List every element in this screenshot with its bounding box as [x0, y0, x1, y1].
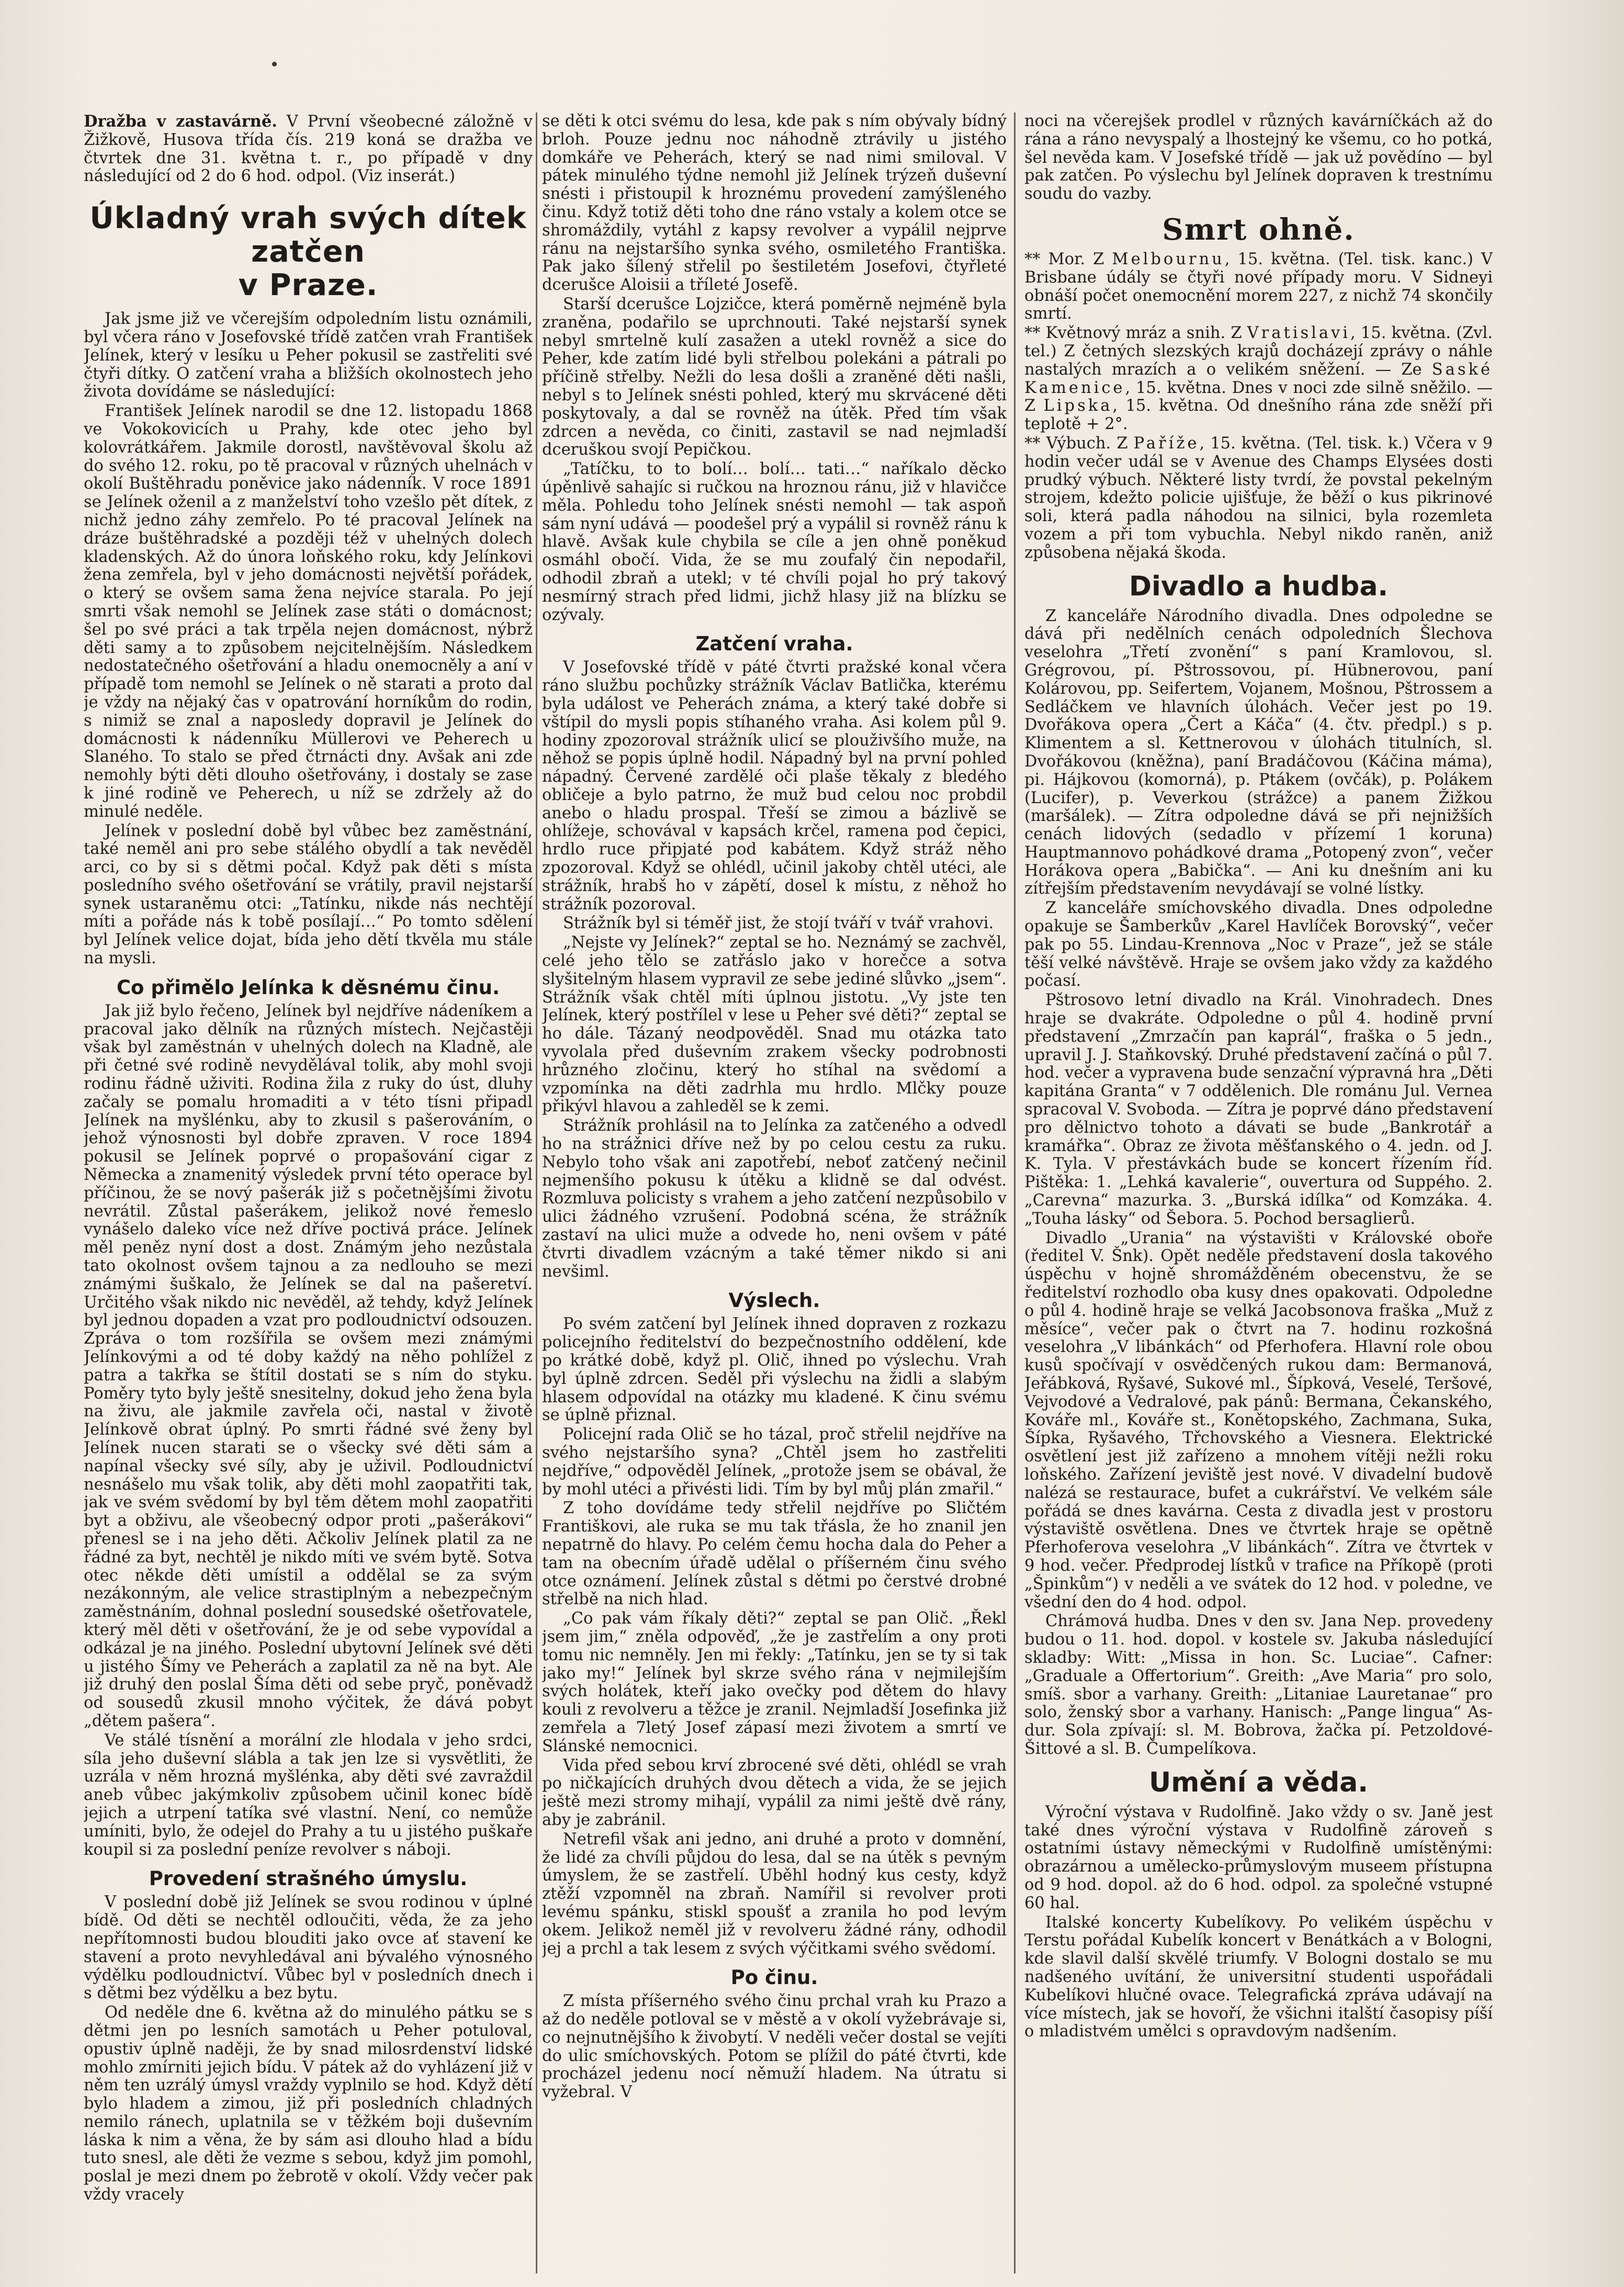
- art-item: Italské koncerty Kubelíkovy. Po velikém úspěchu v Terstu pořádal Kubelík koncert v Benátkách a v Bologni, kde slavil další skvělé triumfy. V Bologni dostalo se mu nadšeného uvítání, že universitní studenti uspořádali Kubelíkovi hlučné ovace. Telegrafická zpráva udávají na více místech, jak se hovoří, že všichni italští časopisy píší o mladistvém umělci s opravdovým nadšením.: [1024, 1913, 1493, 2041]
- art-item: Výroční výstava v Rudolfině. Jako vždy o sv. Janě jest také dnes výroční výstava v Rudolfině zároveň s ostatními ústavy německými v Rudolfině umístěnými: obrazárnou a umělecko-průmyslovým museem přístupna od 9 hod. dopol. až do 6 hod. odpol. za společné vstupné 60 hal.: [1024, 1802, 1493, 1912]
- article-paragraph: Jak již bylo řečeno, Jelínek byl nejdříve nádeníkem a pracoval jako dělník na různých místech. Nejčastěji však byl zaměstnán v uhelných dolech na Kladně, ale při četné své rodině nevydělával tolik, aby mohl svoji rodinu řádně uživiti. Rodina žila z ruky do úst, dluhy začaly se pomalu hromaditi a v této tísni připadl Jelínek na myšlénku, aby to zkusil s pašerováním, o jehož výnosnosti byl dobře zpraven. V roce 1894 pokusil se Jelínek poprvé o propašování cigar z Německa a znamenitý výsledek první této operace byl příčinou, že se nový pašerák již s početnějšími životu nevrátil. Zůstal pašerákem, jelikož nové řemeslo vynášelo daleko více než dříve poctivá práce. Jelínek měl peněz nyní dost a dost. Známým jeho nezůstala tato okolnost ovšem tajnou a za nedlouho se mezi známými šuškalo, že Jelínek se dal na pašeretví. Určitého však nikdo nic nevěděl, až tehdy, když Jelínek byl jednou dopaden a vzat pro podloudnictví odsouzen. Zpráva o tom rozšířila se ovšem mezi známými Jelínkovými a od té doby každý na něho pohlížel z patra a takřka se štítil dostati se s ním do styku. Poměry tyto byly ještě snesitelny, dokud jeho žena byla na živu, ale jakmile zavřela oči, nastal v životě Jelínkově obrat úplný. Po smrti řádné své ženy byl Jelínek nucen starati se o všecky své děti sám a napínal všecky své síly, aby je uživil. Podloudnictví nesnášelo mu však tolik, aby děti mohl zaopatřiti tak, jak ve svém svědomí by byl těm dětem mohl zaopatřiti byt a obživu, ale všeobecný odpor proti „pašerákovi“ přenesl se i na jeho děti. Ačkoliv Jelínek platil za ne řádné za byt, nechtěl je nikdo míti ve svém bytě. Sotva otec někde děti umístil a oddělal se za svým nezákonným, ale velice strastiplným a nebezpečným zaměstnáním, dohnal poslední sousedské ošetřovatele, který měl děti v ošetřování, že je od sebe vypovídal a odkázal je na jiného. Poslední ubytovní Jelínek své děti u jistého Šímy ve Peherách a zaplatil za ně na byt. Ale již druhý den poslal Šíma děti od sebe pryč, poněvadž od sousedů zkusil mnoho výčitek, že dává pobyt „dětem pašera“.: [84, 1001, 533, 1730]
- subheading-interrogation: Výslech.: [728, 1289, 820, 1312]
- article-paragraph: „Co pak vám říkaly děti?“ zeptal se pan Olič. „Řekl jsem jim,“ zněla odpověď, „že je zastřelím a ony proti tomu nic nemněly. Jen mi řekly: „Tatínku, jen se ty si tak jako my!“ Jelínek byl skrze svého rána v nejmilejším svých holátek, kteří jako ovečky pod dětem do hlavy kouli z revolveru a těžce je zranil. Nejmladší Josefinka již zemřela a 7letý Josef zápasí mezi životem a smrtí ve Slánské nemocnici.: [542, 1609, 1007, 1755]
- article-paragraph: Z místa příšerného svého činu prchal vrah ku Prazo a až do neděle potloval se v městě a v okolí vyžebrávaje si, co nejnutnějšího k živobytí. V neděli večer dostal se vejíti do ulic smíchovských. Potom se plížil do páté čtvrti, kde procházel jedenu nocí němuží hladem. Na útratu si vyžebral. V: [542, 1992, 1007, 2102]
- news-frost-body3: , 15. května. Od dnešního rána zde sněží při teplotě + 2°.: [1024, 397, 1493, 434]
- article-paragraph: noci na včerejšek prodlel v různých kavárníčkách až do rána a ráno nevyspalý a lhostejný ke všemu, co ho potká, šel nevěda kam. V Josefské třídě — jak už povědíno — byl pak zatčen. Po výslechu byl Jelínek dopraven k trestnímu soudu do vazby.: [1024, 112, 1493, 204]
- auction-notice-heading: Dražba v zastavárně.: [84, 112, 277, 131]
- article-paragraph: Jelínek v poslední době byl vůbec bez zaměstnání, také neměl ani pro sebe stálého obydlí a tak nevěděl arci, co by si s dětmi počal. Když pak děti s místa posledního svého ošetřování se vrátily, pravil nejstarší synek ustaraněmu otci: „Tatínku, nikde nás nechtějí míti a pořáde nás k tobě posílají…“ Po tomto sdělení byl Jelínek velice dojat, bída jeho dětí tkvěla mu stále na mysli.: [84, 821, 533, 968]
- article-paragraph: Od neděle dne 6. května až do minulého pátku se s dětmi jen po lesních samotách u Peher potuloval, opustiv úplně naději, že by snad milosrdenství lidské mohlo zmírniti jejich bídu. V pátek až do vyhlázení již v něm ten uzrálý úmysl vraždy vyplnilo se hod. Když dětí bylo hladem a zimou, již při posledních chladných nemilo ránech, uplatnila se v těžkém boji duševním láska k nim a věna, že by sám asi dlouho hlad a bídu tuto snesl, ale děti že vezme s sebou, když jim pomohl, poslal je mezi dnem po žebrotě v okolí. Vždy večer pak vždy vracely: [84, 2003, 533, 2204]
- article-paragraph: František Jelínek narodil se dne 12. listopadu 1868 ve Vokokovicích u Prahy, kde otec jeho byl kolovrátkářem. Jakmile dorostl, navštěvoval školu až do svého 12. roku, po tě pracoval v různých uhelnách v okolí Buštěhradu poněvice jako nádenník. V roce 1891 se Jelínek oženil a z manželství toho vzešlo pět dítek, z nichž jedno záhy zemřelo. Po té pracoval Jelínek na dráze buštěhradské a později též v uhelných dolech kladenských. Až do února loňského roku, kdy Jelínkovi žena zemřela, byl v jeho domácnosti největší pořádek, o který se ovšem sama žena nejvíce starala. Po její smrti však nemohl se Jelínek zase státi o domácnost; šel po své práci a tak trpěla nejen domácnost, nýbrž děti samy a to způsobem nejcitelnějším. Následkem nedostatečného ošetřování a hladu onemocněly a aní v případě tom nemohl se Jelínek o ně starati a proto dal je vždy na nějaký čas v opatrování horníkům do rodin, s nimiž se znal a naposledy dopravil je Jelínek do domácnosti k nádenníku Müllerovi ve Peherech u Slaného. To stalo se před čtrnácti dny. Avšak ani zde nemohly býti děti dlouho ošetřovány, i dostaly se zase k jiné rodině ve Peherech, u níž se zdržely až do minulé neděle.: [84, 402, 533, 821]
- auction-notice-body: V První všeobecné záložně v Žižkově, Husova třída čís. 219 koná se dražba ve čtvrtek dne 31. května t. r., po případě v dny následující od 2 do 6 hod. odpol. (Viz inserát.): [84, 112, 533, 186]
- main-headline-line2: v Praze.: [238, 268, 378, 303]
- news-frost-body: , 15. května. (Zvl. tel.) Z četných slezských krajů docházejí zprávy o náhle nastalých mrazích a o velikém sněžení. — Ze: [1024, 324, 1493, 379]
- article-paragraph: Vida před sebou krví zbrocené své děti, ohlédl se vrah po ničkajících druhých dvou dětech a vida, že se jejich ještě mezi stromy mihají, vypálil za nimi ještě dvě rány, aby je zabránil.: [542, 1756, 1007, 1829]
- column-rule-right: [1014, 112, 1016, 2273]
- subheading-after-deed: Po činu.: [730, 1966, 818, 1989]
- main-headline: [84, 201, 533, 302]
- subheading-motive: Co přimělo Jelínka k děsnému činu.: [116, 976, 500, 999]
- article-paragraph: Netrefil však ani jedno, ani druhé a proto v domnění, že lidé za chvíli půjdou do lesa, dal se na útěk s pevným úmyslem, že se zastřelí. Uběhl hodný kus cesty, když ztěží vzpomněl na zbraň. Namířil si revolver proti levému spánku, stiskl spoušť a zranila ho pod levým okem. Jelikož neměl již v revolveru žádné rány, odhodil jej a prchl a tak lesem z svých výčitkami svého svědomí.: [542, 1830, 1007, 1958]
- article-paragraph: se děti k otci svému do lesa, kde pak s ním obývaly bídný brloh. Pouze jednu noc náhodně ztrávily u jistého domkáře ve Peherách, který se nad nimi smiloval. V pátek minulého týdne nemohl již Jelínek trýzeň duševní snésti i přistoupil k hroznému provedení zamýšleného činu. Když totiž děti toho dne ráno vstaly a kolem otce se shromáždily, vytáhl z kapsy revolver a vypálil nejprve ránu na nejstaršího synka svého, osmiletého Františka. Pak jako šílený střelil po šestiletém Josefovi, čtyřleté dcerušce Aloisii a tříleté Josefě.: [542, 112, 1007, 295]
- news-explosion: [1024, 435, 1493, 562]
- news-frost-city3: Lipska: [1043, 397, 1113, 415]
- theatre-item: Z kanceláře smíchovského divadla. Dnes odpoledne opakuje se Šamberkův „Karel Havlíček Borovský“, večer pak po 55. Lindau-Krennova „Noc v Praze“, jež se stále těší velké návštěvě. Hraje se ovšem jako vždy za každého počasí.: [1024, 899, 1493, 990]
- article-paragraph: Ve stálé tísnění a morální zle hlodala v jeho srdci, síla jeho duševní slábla a tak jen lze si vysvětliti, že uzrála v něm hrozná myšlénka, aby děti své zavraždil aneb vůbec jakýmkoliv způsobem učinil konec bídě jejich a utrpení tatíka své vlastní. Není, co nemůže umíniti, bylo, že odejel do Prahy a tu u jistého puškaře koupil si za poslední peníze revolver s náboji.: [84, 1731, 533, 1859]
- column-2: [542, 112, 1007, 2273]
- article-paragraph: Strážník prohlásil na to Jelínka za zatčeného a odvedl ho na strážnici dříve než by po celou cestu za ruku. Nebylo toho však ani zapotřebí, neboť zatčený nečinil nejmenšího pokusu k útěku a klidně se dal odvést. Rozmluva policisty s vrahem a jeho zatčení nezpůsobilo v ulici žádného vzrušení. Podobná scéna, že strážník zastaví na ulici muže a odvede ho, neni ovšem v páté čtvrti divadlem vzácným a také těmer nikdo si ani nevšiml.: [542, 1117, 1007, 1281]
- section-heading-theatre: Divadlo a hudba.: [1129, 570, 1389, 602]
- article-paragraph: „Nejste vy Jelínek?“ zeptal se ho. Neznámý se zachvěl, celé jeho tělo se zatřáslo jako v horečce a sotva slyšitelným hlasem vypravil ze sebe jediné slůvko „jsem“. Strážník však chtěl míti úplnou jistotu. „Vy jste ten Jelínek, který postřílel v lese u Peher své děti?“ zeptal se ho dále. Tázaný neodpověděl. Snad mu otázka tato vyvolala před duševním zrakem všecky podrobnosti hrůzného zločinu, který ho stíhal na svědomí a vzpomínka na děti zadrhla mu hrdlo. Mlčky pouze přikývl hlavou a zahleděl se k zemi.: [542, 933, 1007, 1116]
- news-explosion-body: , 15. května. (Tel. tisk. k.) Včera v 9 hodin večer udál se v Avenue des Champs Elysées dosti prudký výbuch. Některé listy tvrdí, že povstal pekelným strojem, kdežto policie ujišťuje, že běží o kus pikrinové soli, která padla náhodou na silnici, byla rozemleta vozem a při tom vybuchla. Nebyl nikdo raněn, aniž způsobena nějaká škoda.: [1024, 434, 1493, 562]
- main-headline-line1: Úkladný vrah svých dítek zatčen: [89, 201, 527, 269]
- news-frost: [1024, 324, 1493, 434]
- subheading-arrest: Zatčení vraha.: [695, 633, 853, 656]
- news-frost-city: Vratislavi: [1247, 324, 1351, 343]
- theatre-item: Pštrosovo letní divadlo na Král. Vinohradech. Dnes hraje se dvakráte. Odpoledne o půl 4. hodině první představení „Zmrzačín pan kaprál“, fraška o 5 jedn., upravil J. J. Staňkovský. Druhé představení začíná o půl 7. hod. večer a vypravena bude senzační výpravná hra „Děti kapitána Granta“ v 7 oddělenich. Dle románu Jul. Vernea spracoval V. Svoboda. — Zítra je poprvé dáno představení pro dělnictvo tohoto a dávati se bude „Bankrotář a kramářka“. Obraz ze života měšťanského o 4. jedn. od J. K. Tyla. V přestávkách bude se koncert řízením říd. Pištěka: 1. „Lehká kavalerie“, ouvertura od Suppého. 2. „Carevna“ mazurka. 3. „Burská idílka“ od Komzáka. 4. „Touha lásky“ od Šebora. 5. Pochod bersaglierů.: [1024, 991, 1493, 1228]
- article-paragraph: Policejní rada Olič se ho tázal, proč střelil nejdříve na svého nejstaršího syna? „Chtěl jsem ho zastřeliti nejdříve,“ odpověděl Jelínek, „protože jsem se obával, že by mohl utéci a přivésti lidi. Tím by byl můj plán zmařil.“: [542, 1425, 1007, 1499]
- column-1: [84, 112, 533, 2273]
- article-paragraph: Starší dcerušce Lojzičce, která poměrně nejméně byla zraněna, podařilo se uprchnouti. Také nejstarší synek nebyl smrtelně kulí zasažen a utekl rovněž a sice do Peher, kde zatím lidé byli střelbou polekáni a pátrali po příčině střelby. Nežli do lesa došli a zraněné děti našli, nebyl s to Jelínek snésti pohled, který mu skrvácené děti poskytovaly, a dal se rovněž na útěk. Před tím však zdrcen a nevěda, co činiti, zastavil se nad nejmladší dceruškou svojí Pepičkou.: [542, 295, 1007, 459]
- auction-notice: [84, 112, 533, 186]
- news-plague-lead: ** Mor. Z: [1024, 250, 1112, 268]
- section-heading-news: Smrt ohně.: [1162, 212, 1355, 247]
- theatre-item: Z kanceláře Národního divadla. Dnes odpoledne se dává při nedělních cenách odpoledních Šlechova veselohra „Třetí zvonění“ s paní Kramlovou, sl. Grégrovou, pí. Pštrossovou, pí. Hübnerovou, paní Kolárovou, pp. Seifertem, Vojanem, Mošnou, Pštrossem a Sedláčkem ve hlavních úlohách. Večer jest po 19. Dvořákova opera „Čert a Káča“ (4. čtv. předpl.) s p. Klimentem a sl. Kettnerovou v úlohách titulních, sl. Dvořákovou (kněžna), paní Bradáčovou (Káčina máma), pi. Hájkovou (komorná), p. Ptákem (ovčák), p. Polákem (Lucifer), p. Veverkou (strážce) a panem Žižkou (maršálek). — Zítra odpoledne dává se při nejnižších cenách lidových (sedadlo v přízemí 1 koruna) Hauptmannovo pohádkové drama „Potopený zvon“, večer Horákova opera „Babička“. — Ani ku dnešním ani ku zítřejším představením nevydávají se volné lístky.: [1024, 606, 1493, 898]
- article-paragraph: „Tatíčku, to to bolí… bolí… tati…“ naříkalo děcko úpěnlivě sahajíc si ručkou na hroznou ránu, již v hlavičce měla. Pohledu toho Jelínek snésti nemohl — tak aspoň sám nyní udává — poodešel prý a vypálil si rovněž ránu k hlavě. Avšak kule chybila se cíle a jen ohně poněkud osmáhl obočí. Vida, že se mu zoufalý čin nepodařil, odhodil zbraň a utekl; v té chvíli pojal ho prý takový nesmírný strach před lidmi, jichž hlasy již na blízku se ozývaly.: [542, 460, 1007, 624]
- news-explosion-lead: ** Výbuch. Z: [1024, 434, 1134, 453]
- print-speck: [272, 62, 277, 66]
- theatre-item: Divadlo „Urania“ na výstavišti v Královské oboře (ředitel V. Šnk). Opět neděle představení dosla takového úspěchu v hojně shromážděném obecenstvu, že se ředitelství rozhodlo oba kusy dnes opakovati. Odpoledne o půl 4. hodině hraje se velká Jacobsonova fraška „Muž z měsíce“, večer pak o čtvrt na 7. hodinu rozkošná veselohra „V libánkách“ od Pferhofera. Hlavní role obou kusů spočívají v osvědčených rukou dam: Bermanová, Jeřábková, Ryšavé, Sukové ml., Šípková, Veselé, Teršové, Vejvodové a Vedralové, pak pánů: Bermana, Čekanského, Kováře ml., Kováře st., Konětopského, Zachmana, Suka, Šípka, Ryšavého, Třchovského a Viesnera. Elektrické osvětlení jest již zařízeno a mnohem vítěji nežli roku loňského. Zařízení jeviště jest nové. V divadelní budově nalézá se restaurace, bufet a cukrářství. Ve velkém sále pořádá se dnes kavárna. Cesta z divadla jest v prostoru výstaviště osvětlena. Dnes ve čtvrtek hraje se opětně Pferhoferova veselohra „V libánkách“. Zítra ve čtvrtek v 9 hod. večer. Předprodej lístků v trafice na Příkopě (proti „Špinkům“) v neděli a ve svátek do 12 hod. v poledne, ve všední den do 4 hod. odpol.: [1024, 1229, 1493, 1612]
- subheading-execution: Provedení strašného úmyslu.: [149, 1867, 468, 1890]
- section-heading-art-science: Umění a věda.: [1148, 1766, 1369, 1798]
- news-plague-city: Melbournu: [1112, 250, 1225, 268]
- column-3: [1024, 112, 1493, 2273]
- theatre-item: Chrámová hudba. Dnes v den sv. Jana Nep. provedeny budou o 11. hod. dopol. v kostele sv. Jakuba následující skladby: Witt: „Missa in hon. Sc. Luciae“. Cafner: „Graduale a Offertorium“. Greith: „Ave Maria“ pro solo, smíš. sbor a varhany. Greith: „Litaniae Lauretanae“ pro solo, ženský sbor a varhany. Hanisch: „Pange lingua“ As-dur. Sola zpívají: sl. M. Bobrova, žačka pí. Petzoldové-Šittové a sl. B. Čumpelíkova.: [1024, 1612, 1493, 1758]
- article-paragraph: Z toho dovídáme tedy střelil nejdříve po Sličtém Františkovi, ale ruka se mu tak třásla, že ho znanil jen nepatrně do hlavy. Po celém čemu hocha dala do Peher a tam na obecním úřadě udělal o příšerném činu svého otce oznámení. Jelínek zůstal s dětmi po čerstvé drobné střelbě na nich hlad.: [542, 1499, 1007, 1609]
- article-paragraph: Jak jsme již ve včerejším odpoledním listu oznámili, byl včera ráno v Josefovské třídě zatčen vrah František Jelínek, který v lesíku u Peher pokusil se zastřeliti své čtyři dítky. O zatčení vraha a bližších okolnostech jeho života dovídáme se následující:: [84, 310, 533, 401]
- news-explosion-city: Paříže: [1133, 434, 1200, 453]
- news-plague-body: , 15. května. (Tel. tisk. kanc.) V Brisbane údály se čtyři nové případy moru. V Sidneyi obnáší počet onemocnění morem 227, z nichž 74 skončily smrtí.: [1024, 250, 1493, 323]
- news-frost-body2: , 15. května. Dnes v noci zde silně sněžilo. — Z: [1024, 378, 1493, 415]
- article-paragraph: V poslední době již Jelínek se svou rodinou v úplné bídě. Od děti se nechtěl odloučiti, věda, že za jeho nepřítomnosti budou blouditi jako ovce ať stavení ke stavení a proto nevyhledával ani bývalého výnosného výdělku podloudnictví. Vůbec byl v posledních dnech i s dětmi bez výdělku a bez bytu.: [84, 1893, 533, 2003]
- column-rule-left: [536, 112, 537, 2273]
- article-paragraph: Po svém zatčení byl Jelínek ihned dopraven z rozkazu policejního ředitelství do bezpečnostního oddělení, kde po krátké době, když pl. Olič, ihned po výslechu. Vrah byl úplně zdrcen. Seděl při výslechu na židli a slabým hlasem odpovídal na otázky mu kladené. K činu svému se úplně přiznal.: [542, 1315, 1007, 1425]
- news-frost-city2: Saské Kamenice: [1024, 360, 1493, 397]
- article-paragraph: Strážník byl si téměř jist, že stojí tváří v tvář vrahovi.: [563, 914, 994, 933]
- news-plague: [1024, 251, 1493, 323]
- article-paragraph: V Josefovské třídě v páté čtvrti pražské konal včera ráno službu pochůzky strážník Václav Batlička, kterému byla událost ve Peherách známa, a který také dobře si vštípil do mysli popis stíhaného vraha. Asi kolem půl 9. hodiny zpozoroval strážník ulicí se plouživšího muže, na něhož se popis úplně hodil. Nápadný byl na první pohled nápadný. Červené zardělé oči plaše těkaly z bledého obličeje a bylo patrno, že muž bud celou noc probdil anebo o hladu prospal. Třeší se zimou a bázlivě se ohlížeje, schovával v kapsách krčel, ramena pod čepici, hrdlo ruce připjaté pod kabátem. Když stráž něho zpozoroval. Když se ohlédl, učinil jakoby chtěl utéci, ale strážník, hrabš ho v zápětí, dosel k místu, z něhož ho strážník pozoroval.: [542, 658, 1007, 914]
- news-frost-lead: ** Květnový mráz a snih. Z: [1024, 324, 1247, 343]
